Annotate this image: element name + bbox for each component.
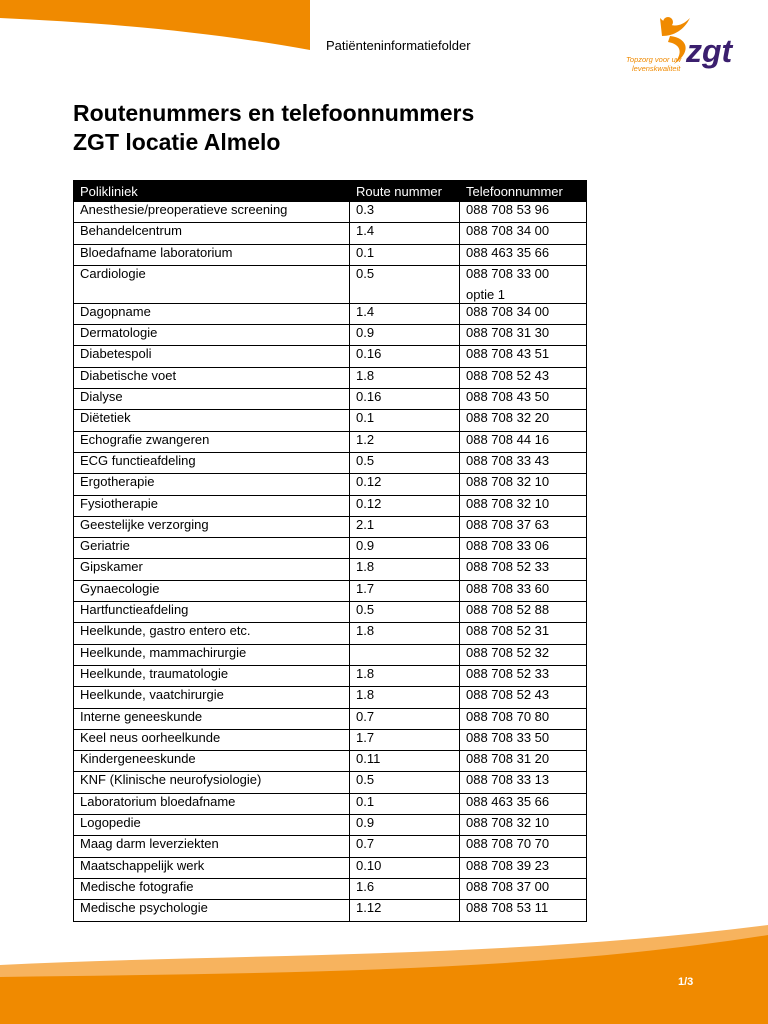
- table-row: [74, 325, 587, 346]
- route-number-cell: 1.7: [350, 580, 460, 601]
- polikliniek-cell: Medische psychologie: [74, 900, 350, 921]
- polikliniek-cell: Dermatologie: [74, 325, 350, 346]
- route-number-cell: 0.10: [350, 857, 460, 878]
- route-phone-table: [73, 180, 587, 922]
- table-row: [74, 474, 587, 495]
- phone-number-cell: [460, 303, 587, 324]
- phone-number: 088 708 33 13: [466, 772, 550, 788]
- table-row: [74, 516, 587, 537]
- route-number-cell: 1.8: [350, 623, 460, 644]
- phone-number-cell: [460, 878, 587, 899]
- table-row: [74, 857, 587, 878]
- table-row: [74, 202, 587, 223]
- phone-number: 088 708 52 33: [466, 559, 550, 575]
- svg-text:Topzorg voor uw: Topzorg voor uw: [626, 55, 682, 64]
- table-row: [74, 223, 587, 244]
- polikliniek-cell: Heelkunde, mammachirurgie: [74, 644, 350, 665]
- svg-text:levenskwaliteit: levenskwaliteit: [632, 64, 681, 73]
- phone-number-cell: [460, 815, 587, 836]
- phone-number-cell: [460, 708, 587, 729]
- polikliniek-cell: Behandelcentrum: [74, 223, 350, 244]
- polikliniek-cell: Fysiotherapie: [74, 495, 350, 516]
- table-row: [74, 559, 587, 580]
- phone-number-cell: [460, 644, 587, 665]
- phone-number: 088 708 32 10: [466, 815, 550, 831]
- column-header-polikliniek: Polikliniek: [74, 181, 350, 202]
- table-row: [74, 687, 587, 708]
- phone-number-cell: [460, 772, 587, 793]
- route-number-cell: 0.1: [350, 410, 460, 431]
- column-header-route-nummer: Route nummer: [350, 181, 460, 202]
- phone-number-cell: [460, 346, 587, 367]
- polikliniek-cell: Ergotherapie: [74, 474, 350, 495]
- polikliniek-cell: Heelkunde, traumatologie: [74, 665, 350, 686]
- phone-number: 088 708 52 88: [466, 602, 550, 618]
- phone-number: 088 708 33 50: [466, 729, 550, 745]
- route-number-cell: 1.4: [350, 223, 460, 244]
- polikliniek-cell: Heelkunde, vaatchirurgie: [74, 687, 350, 708]
- table-header-row: [74, 181, 587, 202]
- route-number-cell: 0.16: [350, 389, 460, 410]
- polikliniek-cell: Laboratorium bloedafname: [74, 793, 350, 814]
- table-row: [74, 244, 587, 265]
- phone-number: 088 708 43 51: [466, 346, 550, 362]
- phone-number-cell: [460, 793, 587, 814]
- route-number-cell: 0.12: [350, 474, 460, 495]
- route-number-cell: 1.7: [350, 729, 460, 750]
- title-line-1: Routenummers en telefoonnummers: [73, 100, 475, 126]
- svg-text:zgt: zgt: [686, 33, 733, 69]
- table-row: [74, 644, 587, 665]
- phone-number-cell: [460, 729, 587, 750]
- route-number-cell: 0.9: [350, 538, 460, 559]
- route-number-cell: 1.8: [350, 559, 460, 580]
- table-row: [74, 303, 587, 324]
- polikliniek-cell: Hartfunctieafdeling: [74, 602, 350, 623]
- phone-number-cell: [460, 602, 587, 623]
- phone-number-cell: [460, 857, 587, 878]
- footer-orange-band: [0, 925, 768, 1024]
- polikliniek-cell: Geriatrie: [74, 538, 350, 559]
- phone-number: 088 708 32 10: [466, 495, 550, 511]
- phone-number: 088 708 37 63: [466, 516, 550, 532]
- route-number-cell: 1.2: [350, 431, 460, 452]
- polikliniek-cell: Diabetische voet: [74, 367, 350, 388]
- phone-number-cell: [460, 538, 587, 559]
- phone-number: 088 708 31 30: [466, 325, 550, 341]
- route-number-cell: 0.9: [350, 325, 460, 346]
- table-row: [74, 265, 587, 303]
- polikliniek-cell: Dialyse: [74, 389, 350, 410]
- zgt-logo: [618, 14, 748, 84]
- phone-number: 088 708 33 43: [466, 452, 550, 468]
- polikliniek-cell: Medische fotografie: [74, 878, 350, 899]
- phone-number: 088 708 52 33: [466, 665, 550, 681]
- phone-number: 088 708 33 06: [466, 538, 550, 554]
- polikliniek-cell: Echografie zwangeren: [74, 431, 350, 452]
- table-row: [74, 346, 587, 367]
- phone-number-cell: [460, 223, 587, 244]
- phone-number: 088 708 53 11: [466, 900, 549, 916]
- route-number-cell: 0.5: [350, 602, 460, 623]
- table-row: [74, 900, 587, 921]
- polikliniek-cell: Bloedafname laboratorium: [74, 244, 350, 265]
- polikliniek-cell: Logopedie: [74, 815, 350, 836]
- route-number-cell: 0.16: [350, 346, 460, 367]
- phone-number-cell: [460, 665, 587, 686]
- phone-number: 088 708 52 43: [466, 687, 550, 703]
- table-row: [74, 836, 587, 857]
- phone-number-cell: [460, 202, 587, 223]
- polikliniek-cell: Diëtetiek: [74, 410, 350, 431]
- phone-number: 088 708 52 31: [466, 623, 550, 639]
- polikliniek-cell: Keel neus oorheelkunde: [74, 729, 350, 750]
- polikliniek-cell: ECG functieafdeling: [74, 452, 350, 473]
- phone-number: 088 708 32 20: [466, 410, 550, 426]
- polikliniek-cell: Geestelijke verzorging: [74, 516, 350, 537]
- phone-number-cell: [460, 580, 587, 601]
- route-number-cell: 0.1: [350, 793, 460, 814]
- table-row: [74, 623, 587, 644]
- phone-number-cell: [460, 687, 587, 708]
- phone-number-cell: [460, 265, 587, 303]
- phone-number: 088 463 35 66: [466, 244, 550, 260]
- polikliniek-cell: Cardiologie: [74, 265, 350, 303]
- table-row: [74, 793, 587, 814]
- phone-number: 088 708 34 00: [466, 303, 550, 319]
- route-number-cell: 0.1: [350, 244, 460, 265]
- table-row: [74, 815, 587, 836]
- route-number-cell: 1.8: [350, 687, 460, 708]
- phone-number-cell: [460, 495, 587, 516]
- column-header-telefoonnummer: Telefoonnummer: [460, 181, 587, 202]
- table-row: [74, 665, 587, 686]
- table-row: [74, 751, 587, 772]
- phone-number-cell: [460, 516, 587, 537]
- route-number-cell: 1.12: [350, 900, 460, 921]
- phone-option-note: optie 1: [466, 286, 506, 302]
- route-number-cell: 0.3: [350, 202, 460, 223]
- phone-number: 088 708 52 43: [466, 367, 550, 383]
- phone-number: 088 708 52 32: [466, 644, 550, 660]
- phone-number: 088 708 37 00: [466, 878, 550, 894]
- route-number-cell: 1.6: [350, 878, 460, 899]
- route-number-cell: 2.1: [350, 516, 460, 537]
- table-row: [74, 389, 587, 410]
- document-type-label: Patiënteninformatiefolder: [326, 38, 471, 53]
- page-number: 1/3: [678, 976, 694, 988]
- phone-number: 088 708 33 00: [466, 265, 550, 281]
- phone-number-cell: [460, 836, 587, 857]
- route-number-cell: [350, 644, 460, 665]
- table-row: [74, 708, 587, 729]
- route-number-cell: 0.9: [350, 815, 460, 836]
- phone-number: 088 708 32 10: [466, 474, 550, 490]
- phone-number: 088 708 70 70: [466, 836, 550, 852]
- route-number-cell: 1.4: [350, 303, 460, 324]
- title-line-2: ZGT locatie Almelo: [73, 129, 281, 155]
- phone-number-cell: [460, 410, 587, 431]
- phone-number: 088 708 33 60: [466, 580, 550, 596]
- table-row: [74, 410, 587, 431]
- phone-number: 088 708 53 96: [466, 202, 550, 217]
- phone-number-cell: [460, 623, 587, 644]
- phone-number: 088 708 34 00: [466, 223, 550, 239]
- polikliniek-cell: Kindergeneeskunde: [74, 751, 350, 772]
- phone-number-cell: [460, 325, 587, 346]
- phone-number-cell: [460, 431, 587, 452]
- phone-number-cell: [460, 367, 587, 388]
- table-row: [74, 431, 587, 452]
- route-number-cell: 0.12: [350, 495, 460, 516]
- table-row: [74, 772, 587, 793]
- route-number-cell: 0.11: [350, 751, 460, 772]
- phone-number: 088 708 70 80: [466, 708, 550, 724]
- polikliniek-cell: Gipskamer: [74, 559, 350, 580]
- phone-number-cell: [460, 559, 587, 580]
- phone-number-cell: [460, 474, 587, 495]
- phone-number-cell: [460, 389, 587, 410]
- table-row: [74, 602, 587, 623]
- polikliniek-cell: Heelkunde, gastro entero etc.: [74, 623, 350, 644]
- phone-number: 088 708 44 16: [466, 431, 550, 447]
- polikliniek-cell: Dagopname: [74, 303, 350, 324]
- table-row: [74, 729, 587, 750]
- table-row: [74, 580, 587, 601]
- table-row: [74, 452, 587, 473]
- table-body: [74, 202, 587, 922]
- polikliniek-cell: Anesthesie/preoperatieve screening: [74, 202, 350, 223]
- route-number-cell: 0.5: [350, 452, 460, 473]
- polikliniek-cell: Diabetespoli: [74, 346, 350, 367]
- phone-number-cell: [460, 244, 587, 265]
- polikliniek-cell: Maag darm leverziekten: [74, 836, 350, 857]
- route-number-cell: 1.8: [350, 665, 460, 686]
- route-number-cell: 0.7: [350, 708, 460, 729]
- polikliniek-cell: Maatschappelijk werk: [74, 857, 350, 878]
- route-number-cell: 0.7: [350, 836, 460, 857]
- zgt-logo-icon: [618, 14, 748, 84]
- table-row: [74, 495, 587, 516]
- table-row: [74, 367, 587, 388]
- phone-number-cell: [460, 900, 587, 921]
- route-number-cell: 0.5: [350, 265, 460, 303]
- phone-number: 088 708 31 20: [466, 751, 550, 767]
- route-number-cell: 1.8: [350, 367, 460, 388]
- table-row: [74, 538, 587, 559]
- polikliniek-cell: Gynaecologie: [74, 580, 350, 601]
- page-title: [73, 99, 474, 157]
- polikliniek-cell: KNF (Klinische neurofysiologie): [74, 772, 350, 793]
- table-row: [74, 878, 587, 899]
- phone-number: 088 708 43 50: [466, 389, 550, 405]
- phone-number-cell: [460, 452, 587, 473]
- phone-number: 088 708 39 23: [466, 857, 550, 873]
- phone-number: 088 463 35 66: [466, 793, 550, 809]
- phone-number-cell: [460, 751, 587, 772]
- route-number-cell: 0.5: [350, 772, 460, 793]
- polikliniek-cell: Interne geneeskunde: [74, 708, 350, 729]
